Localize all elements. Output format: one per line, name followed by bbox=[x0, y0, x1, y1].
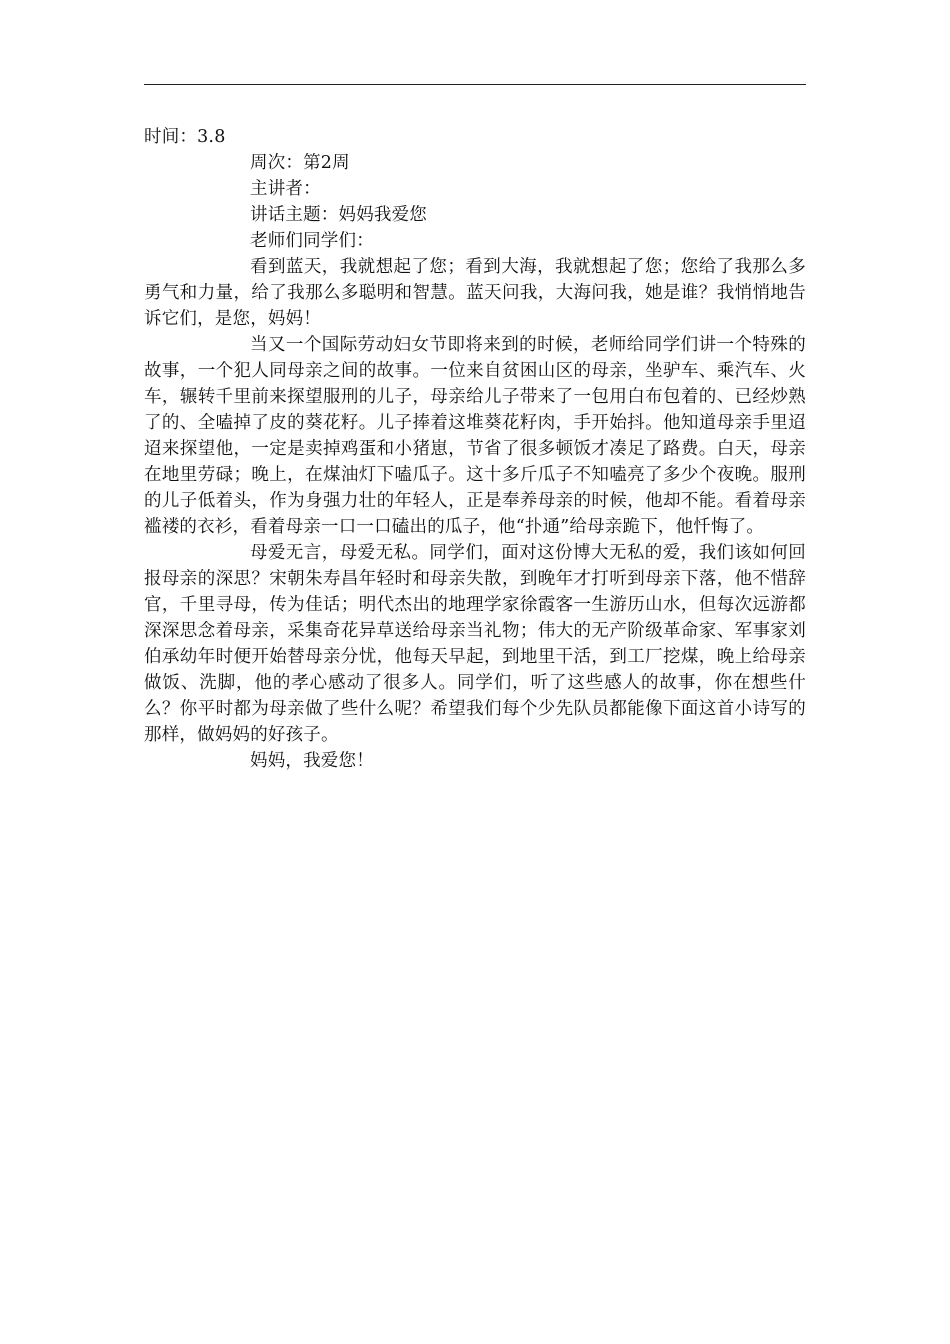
meta-week: 周次：第2周 bbox=[250, 153, 350, 173]
meta-topic: 讲话主题：妈妈我爱您 bbox=[250, 205, 427, 225]
paragraph-2: 当又一个国际劳动妇女节即将来到的时候，老师给同学们讲一个特殊的故事，一个犯人同母亲之间的故事。一位来自贫困山区的母亲，坐驴车、乘汽车、火车，辗转千里前来探望服刑的儿子，母亲给儿子带来了一包用白布包着的、已经炒熟了的、全嗑掉了皮的葵花籽。儿子捧着这堆葵花籽肉，手开始抖。他知道母亲手里迢迢来探望他，一定是卖掉鸡蛋和小猪崽，节省了很多顿饭才凑足了路费。白天，母亲在地里劳碌；晚上，在煤油灯下嗑瓜子。这十多斤瓜子不知嗑亮了多少个夜晚。服刑的儿子低着头，作为身强力壮的年轻人，正是奉养母亲的时候，他却不能。看着母亲褴褛的衣衫，看着母亲一口一口磕出的瓜子，他“扑通”给母亲跪下，他忏悔了。 bbox=[144, 335, 806, 537]
document-body bbox=[144, 124, 806, 774]
meta-time: 时间：3.8 bbox=[144, 127, 226, 147]
closing-line: 妈妈，我爱您！ bbox=[250, 751, 374, 771]
meta-speaker: 主讲者： bbox=[250, 179, 321, 199]
paragraph-3: 母爱无言，母爱无私。同学们，面对这份博大无私的爱，我们该如何回报母亲的深思？宋朝朱寿昌年轻时和母亲失散，到晚年才打听到母亲下落，他不惜辞官，千里寻母，传为佳话；明代杰出的地理学家徐霞客一生游历山水，但每次远游都深深思念着母亲，采集奇花异草送给母亲当礼物；伟大的无产阶级革命家、军事家刘伯承幼年时便开始替母亲分忧，他每天早起，到地里干活，到工厂挖煤，晚上给母亲做饭、洗脚，他的孝心感动了很多人。同学们，听了这些感人的故事，你在想些什么？你平时都为母亲做了些什么呢？希望我们每个少先队员都能像下面这首小诗写的那样，做妈妈的好孩子。 bbox=[144, 543, 806, 745]
greeting: 老师们同学们： bbox=[250, 231, 374, 251]
paragraph-1: 看到蓝天，我就想起了您；看到大海，我就想起了您；您给了我那么多勇气和力量，给了我那么多聪明和智慧。蓝天问我，大海问我，她是谁？我悄悄地告诉它们，是您，妈妈！ bbox=[144, 257, 806, 329]
header-rule bbox=[144, 84, 806, 85]
